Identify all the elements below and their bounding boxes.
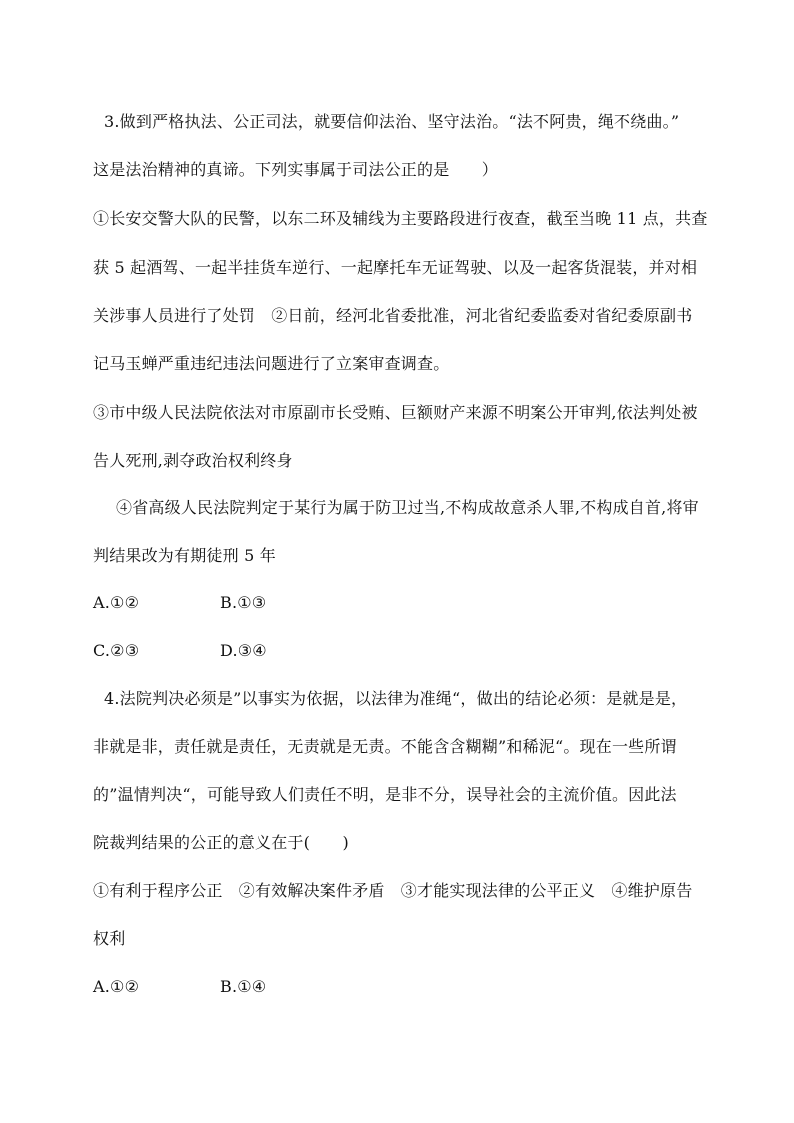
q4-option-a: A.①② xyxy=(93,977,140,996)
q3-item-4-line-2: 判结果改为有期徒刑 5 年 xyxy=(93,546,276,565)
q3-option-d: D.③④ xyxy=(220,641,267,660)
q4-option-b: B.①④ xyxy=(220,977,267,996)
q4-stem-line-4: 院裁判结果的公正的意义在于( ) xyxy=(93,833,349,852)
q3-option-c: C.②③ xyxy=(93,641,140,660)
q3-option-b: B.①③ xyxy=(220,593,267,612)
q3-item-1-line-3: 关涉事人员进行了处罚 ②日前，经河北省委批准，河北省纪委监委对省纪委原副书 xyxy=(93,306,693,325)
q4-stem-line-2: 非就是非，责任就是责任，无责就是无责。不能含含糊糊”和稀泥“。现在一些所谓 xyxy=(93,737,677,756)
q4-items-line-2: 权利 xyxy=(93,929,126,948)
q3-item-1-line-2: 获 5 起酒驾、一起半挂货车逆行、一起摩托车无证驾驶、以及一起客货混装，并对相 xyxy=(93,258,698,277)
q3-item-3-line-2: 告人死刑,剥夺政治权利终身 xyxy=(93,451,293,470)
q3-item-4-line-1: ④省高级人民法院判定于某行为属于防卫过当,不构成故意杀人罪,不构成自首,将审 xyxy=(116,498,699,517)
q4-stem-line-1: 4.法院判决必须是”以事实为依据，以法律为准绳“，做出的结论必须：是就是是， xyxy=(104,689,688,708)
q4-stem-line-3: 的”温情判决“，可能导致人们责任不明，是非不分，误导社会的主流价值。因此法 xyxy=(93,785,677,804)
q3-option-a: A.①② xyxy=(93,593,140,612)
q3-stem-line-2: 这是法治精神的真谛。下列实事属于司法公正的是 ） xyxy=(93,160,499,179)
q4-items-line-1: ①有利于程序公正 ②有效解决案件矛盾 ③才能实现法律的公平正义 ④维护原告 xyxy=(93,881,693,900)
q3-stem-line-1: 3.做到严格执法、公正司法，就要信仰法治、坚守法治。“法不阿贵，绳不绕曲。” xyxy=(104,112,680,131)
q3-item-1-line-1: ①长安交警大队的民警，以东二环及辅线为主要路段进行夜查，截至当晚 11 点，共查 xyxy=(93,209,708,228)
q3-item-1-line-4: 记马玉蝉严重违纪违法问题进行了立案审查调查。 xyxy=(93,354,450,373)
q3-item-3-line-1: ③市中级人民法院依法对市原副市长受贿、巨额财产来源不明案公开审判,依法判处被 xyxy=(93,403,698,422)
